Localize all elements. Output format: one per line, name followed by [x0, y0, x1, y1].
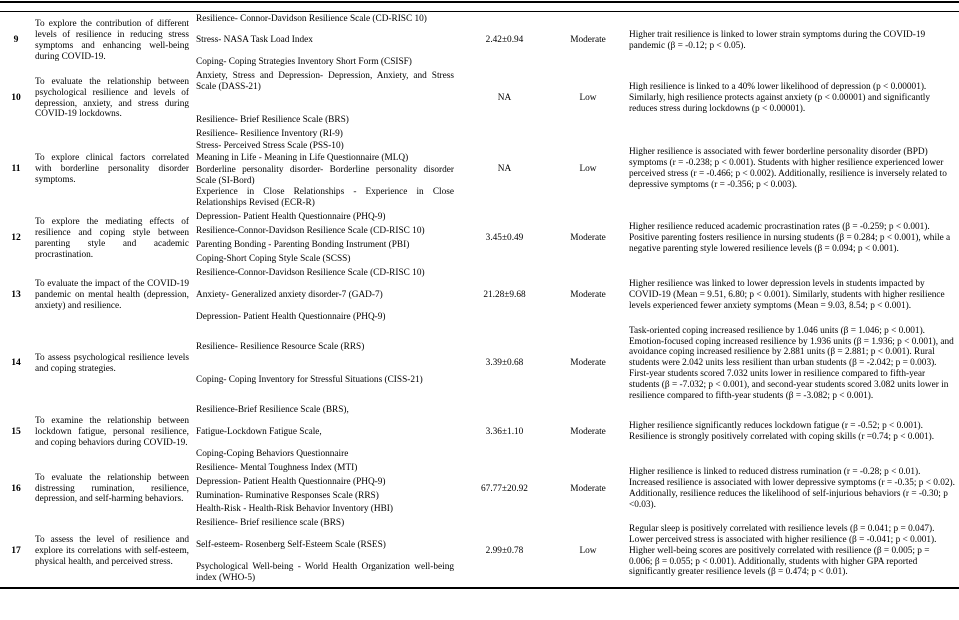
- findings-cell: Regular sleep is positively correlated with resilience levels (β = 0.041; p = 0.047). Lower perceived stress is associated with higher resilience (β = -0.041; p < 0.001). Higher well-being scores are positively correlated with resilience (β = 0.005; p = 0.006; β = 0.055; p < 0.001). Additionally, students with higher GPA reported significantly greater resilience levels (β = 0.474; p < 0.01).: [629, 523, 937, 578]
- findings-cell: Task-oriented coping increased resilience by 1.046 units (β = 1.046; p < 0.001). Emotion-focused coping increased resilience by 1.936 units (β = 1.936; p < 0.001), and avoidance coping increased resilience by 2.881 units (β = 2.881; p < 0.001). Rural students were 2.042 units less resilient than urban students (β = -2.042; p = 0.003). First-year students scored 7.032 units lower in resilience compared to fifth-year students (β = -7.032; p < 0.001), and second-year students scored 3.082 units lower in resilience compared to fifth-year students (β = -3.082; p < 0.001).: [629, 325, 954, 402]
- level-cell: Moderate: [570, 233, 606, 244]
- scale-item: Stress- Perceived Stress Scale (PSS-10): [196, 140, 344, 151]
- table-top-thick-border: [0, 1, 959, 3]
- findings-cell: Higher resilience is associated with fewer borderline personality disorder (BPD) symptoms (r = -0.238; p < 0.001). Students with higher resilience experienced lower perceived stress (r = -0.466; p < 0.002). Additionally, resilience is inversely related to depressive symptoms (r = -0.356; p < 0.003).: [629, 147, 947, 191]
- scales-cell: [196, 403, 462, 461]
- scales-list: [196, 71, 454, 126]
- scale-item: Parenting Bonding - Parenting Bonding Instrument (PBI): [196, 240, 410, 251]
- scale-item: Depression- Patient Health Questionnaire (PHQ-9): [196, 311, 386, 322]
- study-number: 9: [13, 34, 19, 46]
- table-bottom-border: [0, 587, 959, 589]
- paper-table-page: [0, 1, 959, 589]
- scale-item: Depression- Patient Health Questionnaire (PHQ-9): [196, 212, 386, 223]
- study-number: 12: [11, 232, 21, 244]
- scales-list: [196, 518, 454, 584]
- scale-item: Resilience- Connor-Davidson Resilience Scale (CD-RISC 10): [196, 13, 427, 24]
- table-row: [0, 403, 959, 461]
- scale-item: Resilience-Connor-Davidson Resilience Scale (CD-RISC 10): [196, 267, 425, 278]
- scales-list: [196, 129, 454, 209]
- scale-item: Anxiety- Generalized anxiety disorder-7 (GAD-7): [196, 289, 383, 300]
- table-row: [0, 211, 959, 267]
- table-row: [0, 517, 959, 586]
- table-row: [0, 461, 959, 517]
- scale-item: Resilience-Brief Resilience Scale (BRS),: [196, 404, 349, 415]
- level-cell: Low: [579, 93, 597, 104]
- scale-item: Depression- Patient Health Questionnaire (PHQ-9): [196, 476, 386, 487]
- scale-item: Anxiety, Stress and Depression- Depression, Anxiety, and Stress Scale (DASS-21): [196, 71, 454, 93]
- level-cell: Moderate: [570, 483, 606, 494]
- table-row: [0, 127, 959, 210]
- findings-cell: Higher resilience was linked to lower depression levels in students impacted by COVID-19 (Mean = 9.51, 6.80; p < 0.001). Similarly, students with higher resilience levels experienced fewer anxiety symptoms (Mean = 9.03, 8.54; p < 0.001).: [629, 278, 945, 311]
- aim-cell: To explore the contribution of different levels of resilience in reducing stress symptoms and enhancing well-being during COVID-19.: [35, 19, 189, 62]
- findings-cell: Higher resilience is linked to reduced distress rumination (r = -0.28; p < 0.01). Increased resilience is associated with lower depressive symptoms (r = -0.35; p < 0.02). Additionally, resilience reduces the likelihood of self-injurious behaviors (r = -0.30; p <0.03).: [629, 467, 955, 510]
- aim-cell: To evaluate the relationship between distressing rumination, resilience, depression, and self-harming behaviors.: [35, 472, 189, 505]
- scale-item: Resilience- Resilience Inventory (RI-9): [196, 128, 343, 139]
- score-cell: NA: [497, 163, 512, 174]
- scales-list: [196, 342, 454, 386]
- score-cell: 2.99±0.78: [485, 545, 524, 556]
- score-cell: 3.45±0.49: [485, 233, 524, 244]
- scales-cell: [196, 12, 462, 70]
- scale-item: Coping- Coping Strategies Inventory Short Form (CSISF): [196, 57, 412, 68]
- scales-list: [196, 463, 454, 516]
- aim-cell: To evaluate the relationship between psychological resilience and levels of depression, anxiety, and stress during COVID-19 lockdowns.: [35, 76, 189, 120]
- scale-item: Resilience- Resilience Resource Scale (RRS): [196, 341, 365, 352]
- scale-item: Coping-Short Coping Style Scale (SCSS): [196, 254, 351, 264]
- study-number: 10: [11, 92, 21, 104]
- aim-cell: To explore clinical factors correlated with borderline personality disorder symptoms.: [35, 152, 189, 185]
- score-cell: NA: [497, 93, 512, 104]
- level-cell: Moderate: [570, 426, 606, 437]
- scale-item: Coping-Coping Behaviors Questionnaire: [196, 448, 349, 459]
- table-row: [0, 70, 959, 128]
- level-cell: Moderate: [570, 35, 606, 46]
- scale-item: Health-Risk - Health-Risk Behavior Inventory (HBI): [196, 504, 393, 515]
- table-row: [0, 324, 959, 403]
- scale-item: Borderline personality disorder- Borderline personality disorder Scale (SI-Bord): [196, 164, 454, 186]
- scales-cell: [196, 461, 462, 517]
- scale-item: Resilience-Connor-Davidson Resilience Scale (CD-RISC 10): [196, 226, 425, 237]
- scale-item: Stress- NASA Task Load Index: [196, 35, 313, 46]
- level-cell: Moderate: [570, 289, 606, 300]
- scales-cell: [196, 324, 462, 403]
- scales-cell: [196, 211, 462, 267]
- scales-list: [196, 212, 454, 265]
- study-number: 14: [11, 357, 21, 369]
- scales-cell: [196, 127, 462, 210]
- aim-cell: To assess the level of resilience and explore its correlations with self-esteem, physical health, and perceived stress.: [35, 534, 189, 567]
- aim-cell: To explore the mediating effects of resilience and coping style between parenting style and academic procrastination.: [35, 216, 189, 260]
- score-cell: 21.28±9.68: [483, 289, 526, 300]
- findings-cell: Higher resilience reduced academic procrastination rates (β = -0.259; p < 0.001). Positive parenting fosters resilience in nursing students (β = 0.284; p < 0.001), while a negative parenting style lowered resilience levels (β = 0.094; p < 0.001).: [629, 222, 951, 255]
- scales-cell: [196, 266, 462, 324]
- scale-item: Meaning in Life - Meaning in Life Questionnaire (MLQ): [196, 152, 409, 163]
- scales-cell: [196, 517, 462, 586]
- scales-cell: [196, 70, 462, 128]
- scale-item: Experience in Close Relationships - Experience in Close Relationships Revised (ECR-R): [196, 187, 454, 209]
- scales-list: [196, 268, 454, 323]
- aim-cell: To examine the relationship between lockdown fatigue, personal resilience, and coping behaviors during COVID-19.: [35, 415, 189, 448]
- aim-cell: To assess psychological resilience levels and coping strategies.: [35, 352, 189, 374]
- scale-item: Resilience- Mental Toughness Index (MTI): [196, 462, 358, 473]
- scale-item: Coping- Coping Inventory for Stressful Situations (CISS-21): [196, 374, 423, 385]
- level-cell: Low: [579, 545, 597, 556]
- level-cell: Moderate: [570, 358, 606, 369]
- level-cell: Low: [579, 163, 597, 174]
- score-cell: 3.36±1.10: [485, 426, 524, 437]
- scales-list: [196, 14, 454, 69]
- table-body: [0, 12, 959, 585]
- score-cell: 2.42±0.94: [485, 35, 524, 46]
- table-row: [0, 266, 959, 324]
- study-number: 17: [11, 544, 21, 556]
- scales-list: [196, 405, 454, 460]
- score-cell: 67.77±20.92: [481, 483, 528, 494]
- scale-item: Self-esteem- Rosenberg Self-Esteem Scale (RSES): [196, 540, 386, 551]
- findings-cell: Higher resilience significantly reduces lockdown fatigue (r = -0.52; p < 0.001). Resilience is strongly positively correlated with coping skills (r =0.74; p < 0.001).: [629, 421, 935, 443]
- findings-cell: High resilience is linked to a 40% lower likelihood of depression (p < 0.00001). Similarly, high resilience protects against anxiety (p < 0.00001) and significantly reduces stress during lockdowns (p < 0.00001).: [629, 82, 931, 115]
- findings-cell: Higher trait resilience is linked to lower strain symptoms during the COVID-19 pandemic (β = -0.12; p < 0.05).: [629, 29, 926, 51]
- scale-item: Rumination- Ruminative Responses Scale (RRS): [196, 490, 379, 501]
- study-number: 15: [11, 425, 21, 437]
- score-cell: 3.39±0.68: [485, 358, 524, 369]
- table-row: [0, 12, 959, 70]
- systematic-review-table: [0, 12, 959, 585]
- scale-item: Fatigue-Lockdown Fatigue Scale,: [196, 426, 322, 437]
- scale-item: Resilience- Brief resilience scale (BRS): [196, 518, 345, 529]
- scale-item: Resilience- Brief Resilience Scale (BRS): [196, 115, 349, 126]
- study-number: 16: [11, 482, 21, 494]
- study-number: 11: [11, 162, 21, 174]
- study-number: 13: [11, 288, 21, 300]
- aim-cell: To evaluate the impact of the COVID-19 pandemic on mental health (depression, anxiety) and resilience.: [35, 278, 189, 311]
- scale-item: Psychological Well-being - World Health Organization well-being index (WHO-5): [196, 562, 454, 584]
